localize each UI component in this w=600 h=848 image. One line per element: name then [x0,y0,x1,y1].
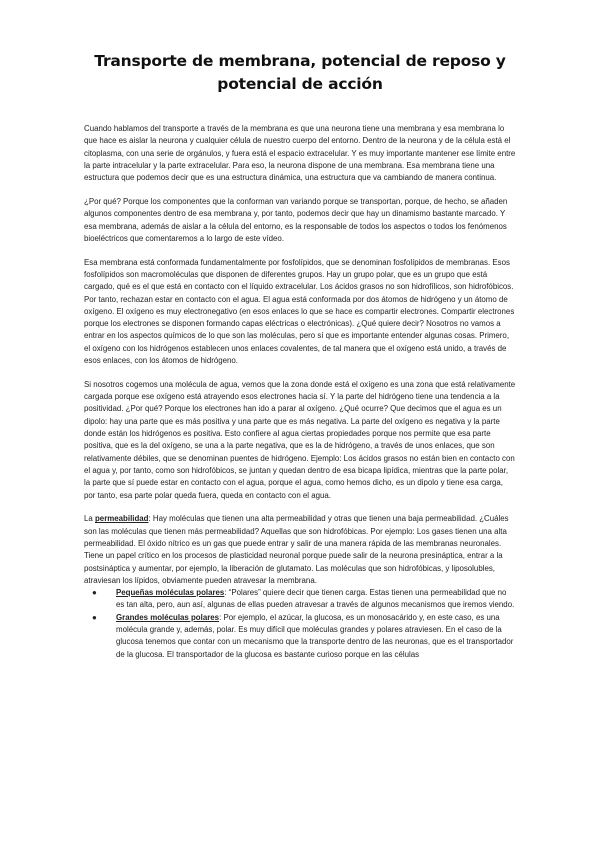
permeability-prefix: La [84,514,95,524]
list-item-term: Grandes moléculas polares [116,612,220,622]
document-title: Transporte de membrana, potencial de reposo y potencial de acción [94,52,506,93]
list-item-term: Pequeñas moléculas polares [116,588,225,598]
paragraph-intro: Cuando hablamos del transporte a través de la membrana es que una neurona tiene una membrana y esa membrana lo que hace es aislar la neurona y cualquier célula de nuestro cuerpo del entorno. Dentro de la neurona y de la célula está el citoplasma, con una serie de orgánulos, y fuera está el espacio extracelular. Y es muy importante mantener ese límite entre la parte intracelular y la parte extracelular. Para eso, la neurona dispone de una membrana. Esa membrana tiene una estructura que podemos decir que es una estructura dinámica, una estructura que va cambiando de manera continua. [84,124,516,183]
bullet-icon: ● [92,612,97,622]
bullet-icon: ● [92,588,97,598]
permeability-term: permeabilidad [94,514,149,524]
list-item-text: : “Polares” quiere decir que tienen carga. Estas tienen una permeabilidad que no es tan alta, pero, aun así, algunas de ellas pueden atravesar a través de algunos mecanismos que iremos viendo. [116,588,515,610]
paragraph-phospholipids: Esa membrana está conformada fundamentalmente por fosfolípidos, que se denominan fosfolípidos de membranas. Esos fosfolípidos son macromoléculas que disponen de diferentes grupos. Hay un grupo polar, que es un grupo que está cargado, qué es el que está en contacto con el líquido extracelular. Los ácidos grasos no son hidrofílicos, son hidrofóbicos. Por tanto, rechazan estar en contacto con el agua. El agua está conformada por dos átomos de hidrógeno y un átomo de oxígeno. El oxígeno es muy electronegativo (en esos enlaces lo que se hace es compartir electrones. Compartir electrones porque los electrones se disponen formando capas eléctricas o electrónicas). ¿Qué quiere decir? Nosotros no vamos a entrar en los aspectos químicos de lo que son las moléculas, pero sí que es importante entender algunas cosas. Primero, el oxígeno con los hidrógenos establecen unos enlaces covalentes, de tal manera que el oxígeno está unido, a través de esos enlaces, con los átomos de hidrógeno. [84,257,515,366]
molecule-list [84,587,516,661]
paragraph-water-dipole: Si nosotros cogemos una molécula de agua, vemos que la zona donde está el oxígeno es una zona que está relativamente cargada porque ese oxígeno está atrayendo esos electrones hacia sí. Y la parte del hidrógeno tiene una tendencia a la positividad. ¿Por qué? Porque los electrones han ido a parar al oxígeno. ¿Qué ocurre? Que decimos que el agua es un dipolo: hay una parte que es más positiva y una parte que es más negativa. La parte del oxígeno es negativa y la parte donde están los hidrógenos es positiva. Esto confiere al agua ciertas propiedades porque nos permite que esa parte positiva, que es la del oxígeno, se una a la parte negativa, que es la de hidrógeno, a través de unos enlaces, que son relativamente débiles, que se denominan puentes de hidrógeno. Ejemplo: Los ácidos grasos no están bien en contacto con el agua y, por tanto, como son hidrofóbicos, se juntan y quedan dentro de esa bicapa lipídica, mientras que la parte polar, la parte que sí puede estar en contacto con el agua, porque el agua, como hemos dicho, es un dipolo y tiene esa carga, por tanto, esa parte polar queda fuera, queda en contacto con el agua. [84,379,516,500]
permeability-text: : Hay moléculas que tienen una alta permeabilidad y otras que tienen una baja permeabilidad. ¿Cuáles son las moléculas que tienen más permeabilidad? Aquellas que son hidrofóbicas. Por ejemplo: Los gases tienen una alta permeabilidad. El óxido nítrico es un gas que puede entrar y salir de una manera rápida de las membranas neuronales. Tiene un papel crítico en los procesos de plasticidad neuronal porque puede salir de la neurona presináptica, entrar a la postsináptica y aumentar, por ejemplo, la liberación de glutamato. Las moléculas que son hidrofóbicas, y liposolubles, atraviesan los lípidos, obviamente pueden atravesar la membrana. [84,514,509,585]
paragraph-why: ¿Por qué? Porque los componentes que la conforman van variando porque se transportan, porque, de hecho, se añaden algunos componentes dentro de esa membrana y, por tanto, podemos decir que hay un dinamismo bastante marcado. Y esa membrana, además de aislar a la célula del entorno, es la responsable de todos los aspectos o todos los fenómenos bioeléctricos que comentaremos a lo largo de este vídeo. [84,196,508,243]
list-item [84,612,516,661]
list-item [84,587,516,612]
paragraph-permeability [84,513,516,587]
document-body [84,123,516,661]
list-item-text: : Por ejemplo, el azúcar, la glucosa, es un monosacárido y, en este caso, es una molécula grande y, además, polar. Es muy difícil que moléculas grandes y polares atraviesen. En el caso de la glucosa tenemos que contar con un mecanismo que la transporte dentro de las neuronas, que es el transportador de la glucosa. El transportador de la glucosa es bastante curioso porque en las células [116,612,514,659]
